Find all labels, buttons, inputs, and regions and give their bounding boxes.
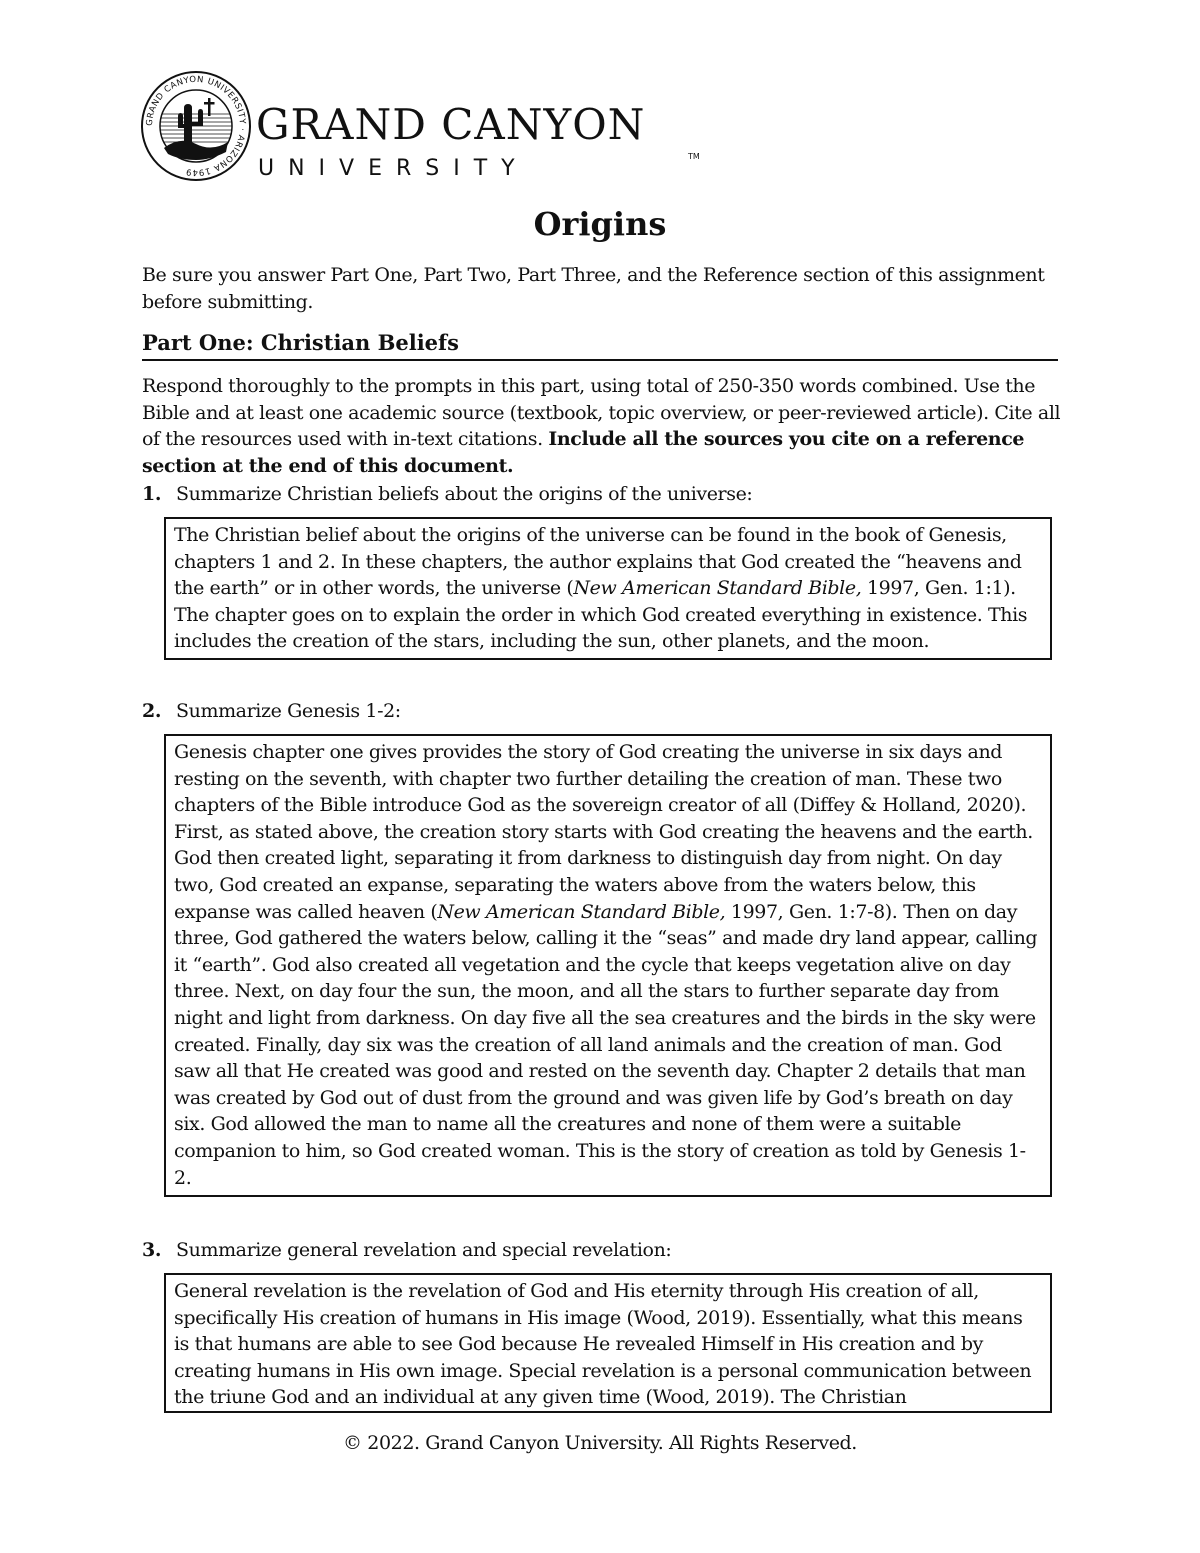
copyright-footer: © 2022. Grand Canyon University. All Rights Reserved. xyxy=(343,1432,857,1454)
gcu-logo xyxy=(140,70,700,190)
page-title: Origins xyxy=(533,205,667,243)
part-one-instructions xyxy=(142,373,1062,479)
answer-citation-italic: New American Standard Bible, xyxy=(437,900,726,923)
seal-text: GRAND CANYON UNIVERSITY · ARIZONA 1949 xyxy=(144,74,248,178)
logo-trademark: TM xyxy=(688,152,700,161)
answer-box-1[interactable] xyxy=(164,517,1052,660)
answer-text: 1997, Gen. 1:7-8). Then on day three, God gathered the waters below, calling it the “seas” and made dry land appear, calling it “earth”. God also created all vegetation and the cycle that keeps vegetation alive on day three. Next, on day four the sun, the moon, and all the stars to further separate day from night and light from darkness. On day five all the sea creatures and the birds in the sky were created. Finally, day six was the creation of all land animals and the creation of man. God saw all that He created was good and rested on the seventh day. Chapter 2 details that man was created by God out of dust from the ground and was given life by God’s breath on day six. God allowed the man to name all the creatures and none of them were a suitable companion to him, so God created woman. This is the story of creation as told by Genesis 1-2. xyxy=(174,900,1038,1189)
instructions-text: Respond thoroughly to the prompts in this part, using total of 250-350 words combined. Use the Bible and at least one academic source (textbook, topic overview, or peer-reviewed article). Cite all of the resources used with in-text citations. xyxy=(142,375,1061,451)
question-number: 3. xyxy=(142,1239,162,1261)
question-prompt: Summarize Christian beliefs about the origins of the universe: xyxy=(176,483,753,505)
question-prompt: Summarize Genesis 1-2: xyxy=(176,700,401,722)
intro-paragraph: Be sure you answer Part One, Part Two, Part Three, and the Reference section of this assignment before submitting. xyxy=(142,264,1045,313)
question-3 xyxy=(142,1237,1062,1264)
answer-text: The Christian belief about the origins of the universe can be found in the book of Genesis, chapters 1 and 2. In these chapters, the author explains that God created the “heavens and the earth” or in other words, the universe ( xyxy=(174,524,1022,600)
answer-text: General revelation is the revelation of God and His eternity through His creation of all, specifically His creation of humans in His image (Wood, 2019). Essentially, what this means is that humans are able to see God because He revealed Himself in His creation and by creating humans in His own image. Special revelation is a personal communication between the triune God and an individual at any given time (Wood, 2019). The Christian xyxy=(174,1280,1032,1409)
logo-subtitle: UNIVERSITY xyxy=(258,156,529,181)
answer-box-3[interactable] xyxy=(164,1273,1052,1413)
answer-text: 1997, Gen. 1:1). The chapter goes on to explain the order in which God created everything in existence. This includes the creation of the stars, including the sun, other planets, and the moon. xyxy=(174,577,1028,653)
university-seal-icon xyxy=(140,70,252,182)
logo-name: GRAND CANYON xyxy=(256,100,646,149)
question-prompt: Summarize general revelation and special revelation: xyxy=(176,1239,672,1261)
question-number: 1. xyxy=(142,483,162,505)
answer-box-2[interactable] xyxy=(164,734,1052,1197)
section-heading-part-one: Part One: Christian Beliefs xyxy=(142,330,1058,361)
question-number: 2. xyxy=(142,700,162,722)
question-2 xyxy=(142,698,1062,725)
instructions-bold-text: Include all the sources you cite on a reference section at the end of this document. xyxy=(142,428,1025,477)
answer-citation-italic: New American Standard Bible, xyxy=(573,577,862,600)
question-1 xyxy=(142,481,1062,508)
answer-text: Genesis chapter one gives provides the story of God creating the universe in six days and resting on the seventh, with chapter two further detailing the creation of man. These two chapters of the Bible introduce God as the sovereign creator of all (Diffey & Holland, 2020). First, as stated above, the creation story starts with God creating the heavens and the earth. God then created light, separating it from darkness to distinguish day from night. On day two, God created an expanse, separating the waters above from the waters below, this expanse was called heaven ( xyxy=(174,741,1033,923)
